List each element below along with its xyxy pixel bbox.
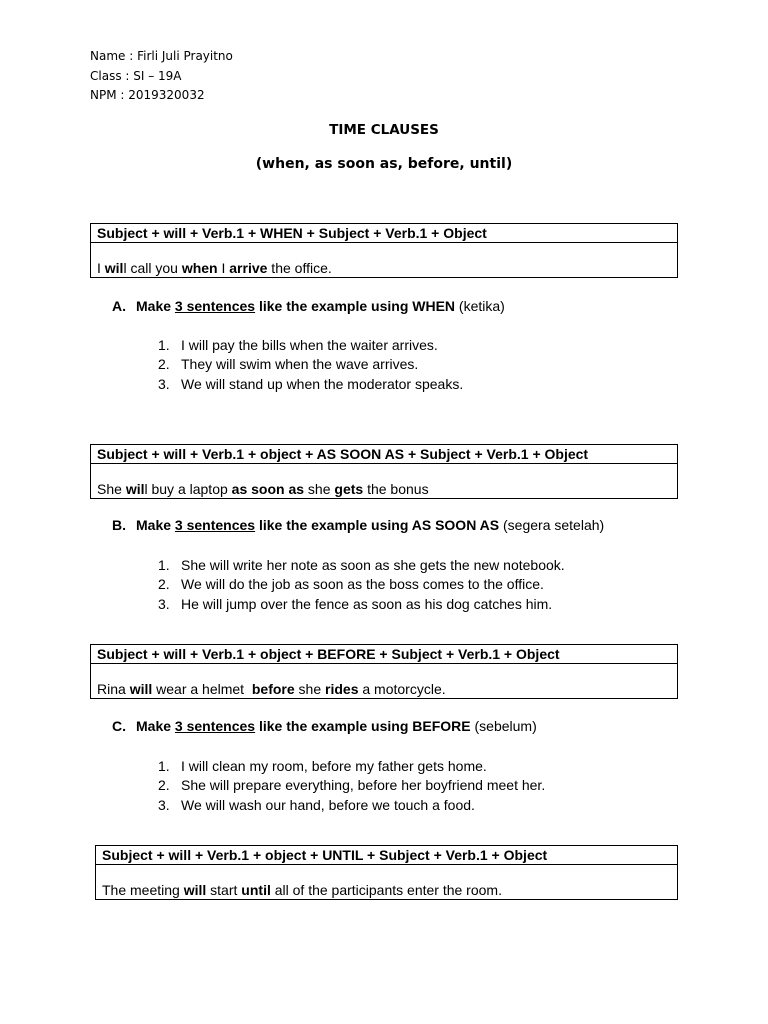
list-item [158,757,545,776]
list-sentence: She will prepare everything, before her boyfriend meet her. [181,777,546,794]
task-post: like the example using AS SOON AS [255,517,500,533]
list-item [158,796,545,815]
list-sentence: We will do the job as soon as the boss comes to the office. [181,576,544,593]
example-text: a motorcycle. [358,681,446,697]
formula-text: Subject + will + Verb.1 + object + AS SOON AS + Subject + Verb.1 + Object [91,445,677,464]
task-pre: Make [136,298,175,314]
example-text: l buy a laptop [144,481,232,497]
example-text: wear a helmet [152,681,252,697]
list-number: 2. [158,576,170,593]
list-sentence: They will swim when the wave arrives. [181,356,419,373]
task-note: (segera setelah) [499,517,605,533]
list-item [158,336,463,355]
formula-text: Subject + will + Verb.1 + WHEN + Subject + Verb.1 + Object [91,224,677,243]
list-item [158,575,565,594]
task-post: like the example using WHEN [255,298,456,314]
example-keyword: before [251,681,295,697]
example-sentence [97,681,446,697]
example-keyword: will [183,882,207,898]
list-sentence: We will stand up when the moderator speaks. [181,375,464,392]
task-underline: 3 sentences [174,298,256,314]
list-sentence: I will pay the bills when the waiter arrives. [181,337,438,353]
formula-box-as-soon-as [90,444,678,499]
example-text: all of the participants enter the room. [270,882,502,898]
example-text: I [217,260,230,276]
student-class: Class : SI – 19A [90,68,182,83]
example-sentence [102,882,502,898]
example-text: she [294,681,326,697]
sentence-list-b [158,556,565,614]
task-post: like the example using BEFORE [255,718,471,734]
formula-text: Subject + will + Verb.1 + object + UNTIL + Subject + Verb.1 + Object [96,846,677,865]
task-c [112,718,537,734]
list-sentence: We will wash our hand, before we touch a food. [181,796,475,813]
list-sentence: She will write her note as soon as she gets the new notebook. [181,557,565,573]
task-letter: A. [112,298,126,314]
task-pre: Make [136,718,175,734]
list-item [158,595,565,614]
task-note: (sebelum) [470,718,537,734]
example-text: The meeting [102,882,184,898]
sentence-list-c [158,757,545,815]
example-keyword: rides [325,681,359,697]
example-keyword: will [129,681,153,697]
list-number: 1. [158,557,170,573]
formula-box-when [90,223,678,278]
example-text: the office. [267,260,332,276]
example-text: start [206,882,242,898]
example-text: She [97,481,126,497]
example-keyword: when [181,260,218,276]
list-item [158,355,463,374]
list-number: 3. [158,796,170,813]
list-item [158,375,463,394]
list-sentence: He will jump over the fence as soon as his dog catches him. [181,595,553,612]
example-text: Rina [97,681,130,697]
list-sentence: I will clean my room, before my father gets home. [181,758,487,774]
list-item [158,776,545,795]
list-number: 2. [158,356,170,373]
page-subtitle: (when, as soon as, before, until) [255,156,513,172]
example-text: l call you [123,260,182,276]
student-info [90,47,233,106]
list-number: 3. [158,375,170,392]
sentence-list-a [158,336,463,394]
formula-text: Subject + will + Verb.1 + object + BEFORE + Subject + Verb.1 + Object [91,645,677,664]
example-keyword: gets [334,481,364,497]
task-b [112,517,604,533]
list-item [158,556,565,575]
example-keyword: arrive [229,260,268,276]
page-title: TIME CLAUSES [329,122,439,138]
list-number: 1. [158,337,170,353]
task-underline: 3 sentences [174,718,256,734]
example-keyword: until [241,882,271,898]
student-name: Name : Firli Juli Prayitno [90,49,233,63]
example-keyword: as soon as [231,481,305,497]
task-pre: Make [136,517,175,533]
example-text: she [304,481,335,497]
task-note: (ketika) [455,298,505,314]
task-letter: B. [112,517,126,533]
example-keyword: wil [104,260,124,276]
example-sentence [97,260,332,276]
student-npm: NPM : 2019320032 [90,88,205,102]
list-number: 1. [158,758,170,774]
task-a [112,298,505,314]
example-sentence [97,481,429,497]
list-number: 3. [158,595,170,612]
task-letter: C. [112,718,126,734]
task-underline: 3 sentences [174,517,256,533]
example-text: the bonus [363,481,429,497]
example-text: I [97,260,105,276]
example-keyword: wil [125,481,145,497]
list-number: 2. [158,777,170,794]
formula-box-until [95,845,678,900]
formula-box-before [90,644,678,699]
